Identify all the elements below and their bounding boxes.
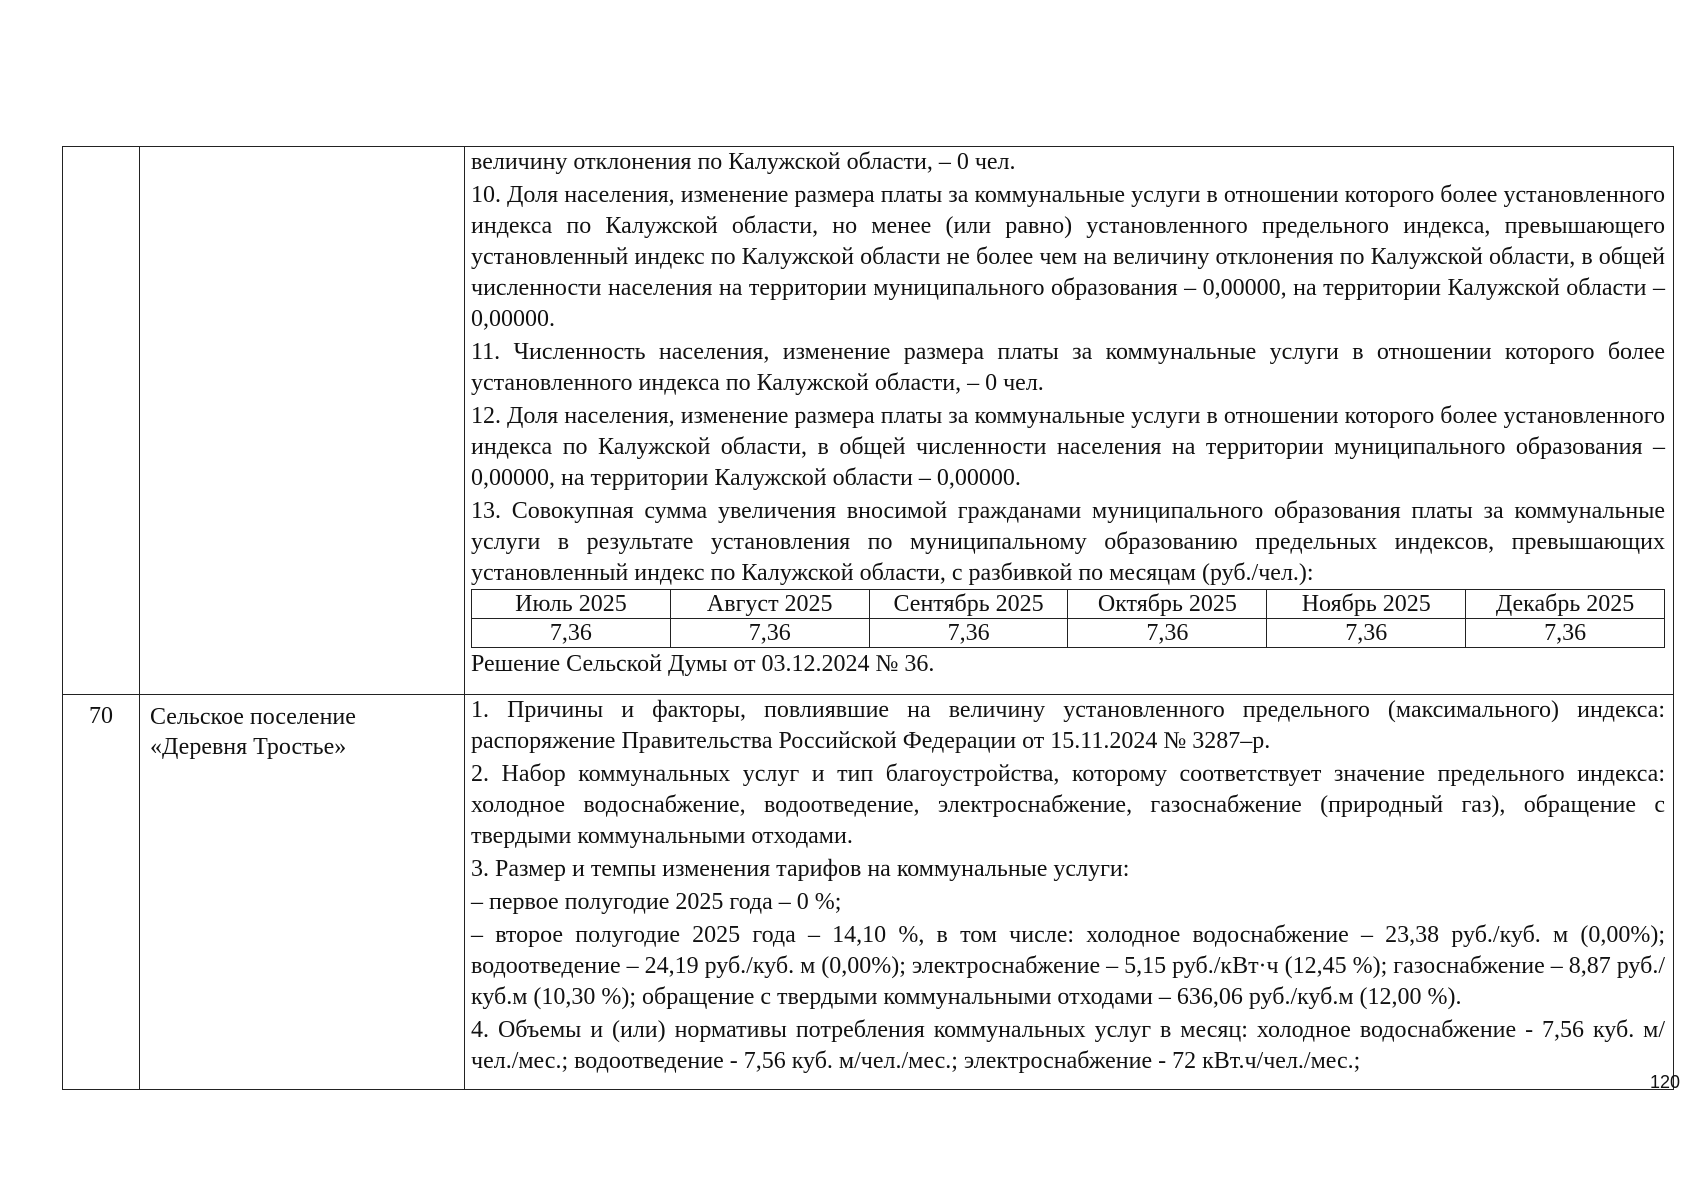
indicators-cell bbox=[465, 695, 1674, 1090]
paragraph: величину отклонения по Калужской области, – 0 чел. bbox=[471, 149, 1016, 175]
table-row bbox=[63, 147, 1674, 695]
document-table bbox=[62, 146, 1674, 1090]
month-value-row bbox=[472, 619, 1665, 648]
paragraph: 13. Совокупная сумма увеличения вносимой гражданами муниципального образования платы за коммунальные услуги в результате установления по муниципальному образованию предельных индексов, превышающих установленный индекс по Калужской области, с разбивкой по месяцам (руб./чел.): bbox=[471, 498, 1665, 586]
paragraph: 4. Объемы и (или) нормативы потребления коммунальных услуг в месяц: холодное водоснабжение - 7,56 куб. м/чел./мес.; водоотведение - 7,56 куб. м/чел./мес.; электроснабжение - 72 кВт.ч/чел./мес.; bbox=[471, 1017, 1665, 1074]
paragraph: 10. Доля населения, изменение размера платы за коммунальные услуги в отношении которого более установленного индекса по Калужской области, но менее (или равно) установленного предельного индекса, превышающего установленный индекс по Калужской области не более чем на величину отклонения по Калужской области, в общей численности населения на территории муниципального образования – 0,00000, на территории Калужской области – 0,00000. bbox=[471, 182, 1665, 332]
decision-reference: Решение Сельской Думы от 03.12.2024 № 36. bbox=[471, 651, 935, 677]
month-header: Ноябрь 2025 bbox=[1267, 590, 1466, 619]
month-header: Декабрь 2025 bbox=[1466, 590, 1665, 619]
paragraph: 2. Набор коммунальных услуг и тип благоустройства, которому соответствует значение предельного индекса: холодное водоснабжение, водоотведение, электроснабжение, газоснабжение (природный газ), обращение с твердыми коммунальными отходами. bbox=[471, 761, 1665, 849]
paragraph: – второе полугодие 2025 года – 14,10 %, в том числе: холодное водоснабжение – 23,38 руб./куб. м (0,00%); водоотведение – 24,19 руб./куб. м (0,00%); электроснабжение – 5,15 руб./кВт·ч (12,45 %); газоснабжение – 8,87 руб./куб.м (10,30 %); обращение с твердыми коммунальными отходами – 636,06 руб./куб.м (12,00 %). bbox=[471, 922, 1665, 1010]
paragraph: 3. Размер и темпы изменения тарифов на коммунальные услуги: bbox=[471, 856, 1130, 882]
month-value: 7,36 bbox=[1466, 619, 1665, 648]
month-value: 7,36 bbox=[869, 619, 1068, 648]
paragraph: 11. Численность населения, изменение размера платы за коммунальные услуги в отношении которого более установленного индекса по Калужской области, – 0 чел. bbox=[471, 339, 1665, 396]
row-number-cell bbox=[63, 147, 140, 695]
page-number: 120 bbox=[1649, 1072, 1680, 1092]
monthly-sum-table bbox=[471, 589, 1665, 648]
paragraph: 1. Причины и факторы, повлиявшие на величину установленного предельного (максимального) индекса: распоряжение Правительства Российской Федерации от 15.11.2024 № 3287–р. bbox=[471, 697, 1665, 754]
month-header: Октябрь 2025 bbox=[1068, 590, 1267, 619]
settlement-name-cell bbox=[140, 147, 465, 695]
month-value: 7,36 bbox=[670, 619, 869, 648]
month-header: Сентябрь 2025 bbox=[869, 590, 1068, 619]
paragraph: – первое полугодие 2025 года – 0 %; bbox=[471, 889, 842, 915]
table-row bbox=[63, 695, 1674, 1090]
month-header: Июль 2025 bbox=[472, 590, 671, 619]
settlement-name-line: «Деревня Тростье» bbox=[150, 734, 347, 760]
settlement-name-line: Сельское поселение bbox=[150, 704, 356, 730]
paragraph: 12. Доля населения, изменение размера платы за коммунальные услуги в отношении которого более установленного индекса по Калужской области, в общей численности населения на территории муниципального образования – 0,00000, на территории Калужской области – 0,00000. bbox=[471, 403, 1665, 491]
month-value: 7,36 bbox=[1267, 619, 1466, 648]
month-header-row bbox=[472, 590, 1665, 619]
row-number-cell: 70 bbox=[63, 695, 140, 1090]
indicators-cell bbox=[465, 147, 1674, 695]
month-value: 7,36 bbox=[472, 619, 671, 648]
month-header: Август 2025 bbox=[670, 590, 869, 619]
settlement-name-cell bbox=[140, 695, 465, 1090]
month-value: 7,36 bbox=[1068, 619, 1267, 648]
